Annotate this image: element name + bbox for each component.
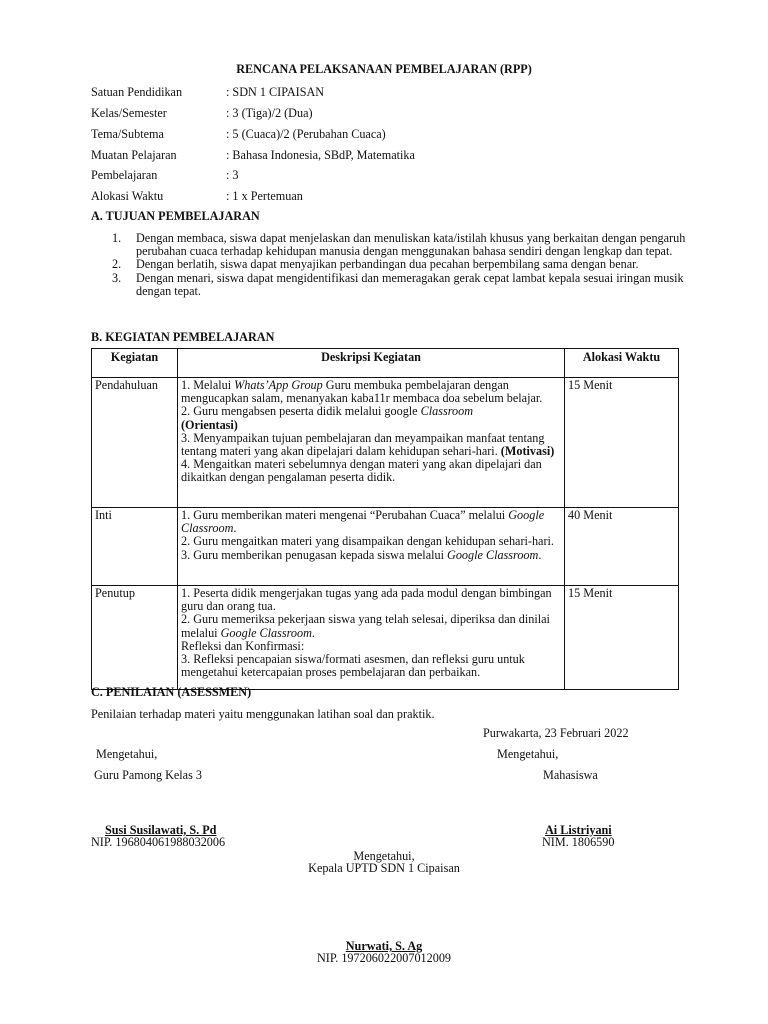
- text-run: 2. Guru memeriksa pekerjaan siswa yang telah selesai, diperiksa dan dinilai melalui: [181, 612, 550, 640]
- left-signer-name: Susi Susilawati, S. Pd: [105, 823, 217, 837]
- page-title: RENCANA PELAKSANAAN PEMBELAJARAN (RPP): [236, 62, 532, 76]
- activity-name: Pendahuluan: [92, 378, 178, 508]
- assessment-text: Penilaian terhadap materi yaitu menggunakan latihan soal dan praktik.: [91, 707, 435, 721]
- description-step: 2. Guru mengaitkan materi yang disampaikan dengan kehidupan sehari-hari.: [181, 534, 554, 549]
- description-step: [181, 405, 561, 431]
- description-step: Refleksi dan Konfirmasi:: [181, 638, 305, 653]
- table-row: [92, 586, 679, 690]
- identity-value: : 1 x Pertemuan: [226, 189, 303, 203]
- section-b-heading: B. KEGIATAN PEMBELAJARAN: [91, 330, 275, 344]
- description-step: 3. Refleksi pencapaian siswa/formati asesmen, dan refleksi guru untuk mengetahui ketercapaian proses pembelajaran dan perbaikan.: [181, 652, 525, 680]
- text-run: 1. Guru memberikan materi mengenai “Perubahan Cuaca” melalui: [181, 508, 509, 522]
- section-c-heading: C. PENILAIAN (ASESSMEN): [91, 685, 252, 699]
- identity-value: : SDN 1 CIPAISAN: [226, 85, 325, 99]
- left-signer-id: NIP. 196804061988032006: [91, 835, 226, 849]
- right-approval-label: Mengetahui,: [497, 747, 559, 761]
- right-signer-id: NIM. 1806590: [542, 835, 615, 849]
- list-number: 1.: [112, 231, 122, 245]
- identity-value: : 3 (Tiga)/2 (Dua): [226, 106, 313, 120]
- description-step: [181, 613, 561, 639]
- right-signer-role: Mahasiswa: [543, 768, 598, 782]
- activity-time: 40 Menit: [565, 508, 679, 586]
- text-run: Classroom: [420, 404, 474, 419]
- text-run: Guru membuka pembelajaran dengan mengucapkan salam, menanyakan kaba11r membaca doa sebelum belajar.: [181, 378, 543, 406]
- identity-label: Tema/Subtema: [91, 127, 164, 141]
- text-run: 1. Melalui: [181, 378, 235, 392]
- text-run: .: [311, 625, 315, 640]
- table-row: [92, 378, 679, 508]
- left-approval-label: Mengetahui,: [96, 747, 158, 761]
- place-date: Purwakarta, 23 Februari 2022: [483, 726, 629, 740]
- description-step: [181, 379, 561, 405]
- activity-description: [178, 586, 565, 690]
- description-step: 4. Mengaitkan materi sebelumnya dengan materi yang akan dipelajari dan dikaitkan dengan pengalaman peserta didik.: [181, 457, 542, 485]
- section-a-heading: A. TUJUAN PEMBELAJARAN: [91, 209, 260, 223]
- list-item: [112, 270, 721, 298]
- text-run: Google Classroom: [220, 625, 312, 640]
- text-run: (Motivasi): [500, 444, 555, 459]
- list-number: 2.: [112, 257, 122, 272]
- text-run: 3. Guru memberikan penugasan kepada siswa melalui: [181, 547, 448, 562]
- text-run: Google Classroom: [181, 508, 545, 536]
- center-signer-name: Nurwati, S. Ag: [345, 939, 423, 953]
- text-run: .: [538, 547, 542, 562]
- activity-description: [178, 508, 565, 586]
- column-header: Deskripsi Kegiatan: [178, 349, 565, 378]
- activity-time: 15 Menit: [565, 586, 679, 690]
- center-signer-role: Kepala UPTD SDN 1 Cipaisan: [308, 861, 460, 875]
- identity-label: Satuan Pendidikan: [91, 85, 183, 99]
- activities-table: [91, 348, 679, 690]
- text-run: 3. Menyampaikan tujuan pembelajaran dan meyampaikan manfaat tentang tentang materi yang akan dipelajari dalam kehidupan sehari-hari.: [181, 430, 545, 459]
- objectives-list: [91, 232, 721, 298]
- left-signer-role: Guru Pamong Kelas 3: [94, 768, 202, 782]
- activity-description: [178, 378, 565, 508]
- column-header: Alokasi Waktu: [565, 349, 679, 378]
- text-run: (Orientasi): [181, 417, 238, 432]
- list-text: Dengan berlatih, siswa dapat menyajikan perbandingan dua pecahan berpembilang sama dengan benar.: [136, 257, 639, 272]
- list-number: 3.: [112, 270, 122, 285]
- text-run: Whats’App Group: [234, 378, 323, 392]
- text-run: Google Classroom: [447, 547, 539, 562]
- description-step: [181, 509, 561, 535]
- table-row: [92, 508, 679, 586]
- list-text: Dengan menari, siswa dapat mengidentifikasi dan memeragakan gerak cepat lambat kepala sesuai iringan musik dengan tepat.: [136, 270, 684, 298]
- identity-value: : 5 (Cuaca)/2 (Perubahan Cuaca): [226, 127, 386, 141]
- text-run: .: [233, 521, 237, 536]
- list-text: Dengan membaca, siswa dapat menjelaskan dan menuliskan kata/istilah khusus yang berkaitan dengan pengaruh perubahan cuaca terhadap kehidupan manusia dengan menggunakan bahasa sendiri dengan lengkap dan tepat.: [136, 231, 686, 259]
- right-signer-name: Ai Listriyani: [545, 823, 612, 837]
- column-header: Kegiatan: [92, 349, 178, 378]
- list-item: [112, 231, 721, 259]
- identity-value: : Bahasa Indonesia, SBdP, Matematika: [226, 148, 415, 162]
- table-header-row: [92, 349, 679, 378]
- identity-label: Kelas/Semester: [91, 106, 167, 120]
- text-run: 2. Guru mengabsen peserta didik melalui google: [181, 404, 421, 419]
- activity-time: 15 Menit: [565, 378, 679, 508]
- identity-value: : 3: [226, 168, 239, 182]
- description-step: [181, 432, 561, 458]
- center-signer-id: NIP. 197206022007012009: [316, 951, 452, 965]
- description-step: [181, 549, 561, 562]
- identity-label: Alokasi Waktu: [91, 189, 164, 203]
- center-approval-label: Mengetahui,: [353, 849, 415, 863]
- activity-name: Penutup: [92, 586, 178, 690]
- description-step: 1. Peserta didik mengerjakan tugas yang ada pada modul dengan bimbingan guru dan orang tua.: [181, 586, 552, 614]
- identity-label: Pembelajaran: [91, 168, 158, 182]
- identity-label: Muatan Pelajaran: [91, 148, 177, 162]
- activity-name: Inti: [92, 508, 178, 586]
